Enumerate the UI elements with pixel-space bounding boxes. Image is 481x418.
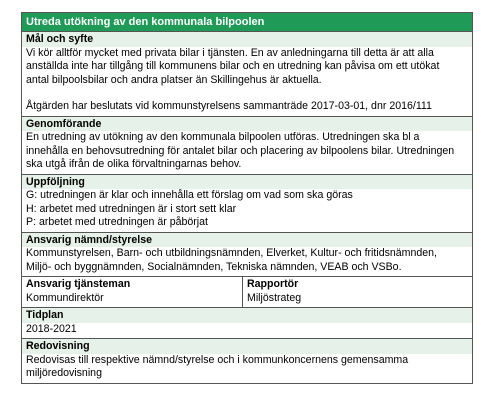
section-title: Rapportör [247,278,299,290]
text-line: H: arbetet med utredningen är i stort sett klar [26,202,237,215]
section-ansvarig-namnd [22,232,472,277]
text-line: miljöredovisning [26,367,102,379]
section-title: Mål och syfte [22,32,472,47]
text-line: antal bilpoolsbilar och andra platser än Skillingehus är aktuella. [26,73,322,86]
section-uppfoljning [22,174,472,232]
text-line: En utredning av utökning av den kommunala bilpoolen utföras. Utredningen ska bl a [26,131,420,143]
section-title: Ansvarig tjänsteman [26,278,131,290]
text-line: G: utredningen är klar och innehålla ett förslag om vad som ska göras [26,189,353,201]
cell-ansvarig-tjansteman [22,277,243,307]
section-title: Tidplan [22,308,472,323]
text-line: ska utgå ifrån de olika förvaltningarnas behov. [26,158,242,170]
spacer [26,87,468,100]
section-title: Redovisning [22,339,472,354]
text-line: innehålla en behovsutredning för antalet bilar och placering av bilpoolens bilar. Utredningen [26,144,455,157]
text-line: anställda inte har tillgång till kommunens bilar och en utredning kan påvisa om ett utökat [26,60,440,72]
section-genomforande [22,116,472,174]
section-tidplan [22,307,472,338]
cell-value: Miljöstrateg [247,291,302,304]
section-redovisning [22,338,472,383]
section-title: Ansvarig nämnd/styrelse [22,233,472,248]
text-line: Miljö- och byggnämnden, Socialnämnden, Tekniska nämnden, VEAB och VSBo. [26,260,402,273]
text-line: Redovisas till respektive nämnd/styrelse och i kommunkoncernens gemensamma [26,353,409,366]
cell-value: Kommundirektör [26,291,104,304]
action-sheet [21,12,473,384]
decision-note: Åtgärden har beslutats vid kommunstyrelsens sammanträde 2017-03-01, dnr 2016/111 [26,100,432,112]
text-line: Vi kör alltför mycket med privata bilar i tjänsten. En av anledningarna till detta är att alla [26,46,434,59]
section-title: Genomförande [22,117,472,132]
section-title: Uppföljning [22,175,472,190]
sheet-title: Utreda utökning av den kommunala bilpoolen [22,13,472,31]
cell-rapportor [243,277,472,307]
section-mal-och-syfte [22,31,472,116]
responsible-row [22,276,472,307]
text-line: Kommunstyrelsen, Barn- och utbildningsnämnden, Elverket, Kultur- och fritidsnämnden, [26,247,438,259]
text-line: 2018-2021 [26,322,77,335]
text-line: P: arbetet med utredningen är påbörjat [26,216,208,228]
